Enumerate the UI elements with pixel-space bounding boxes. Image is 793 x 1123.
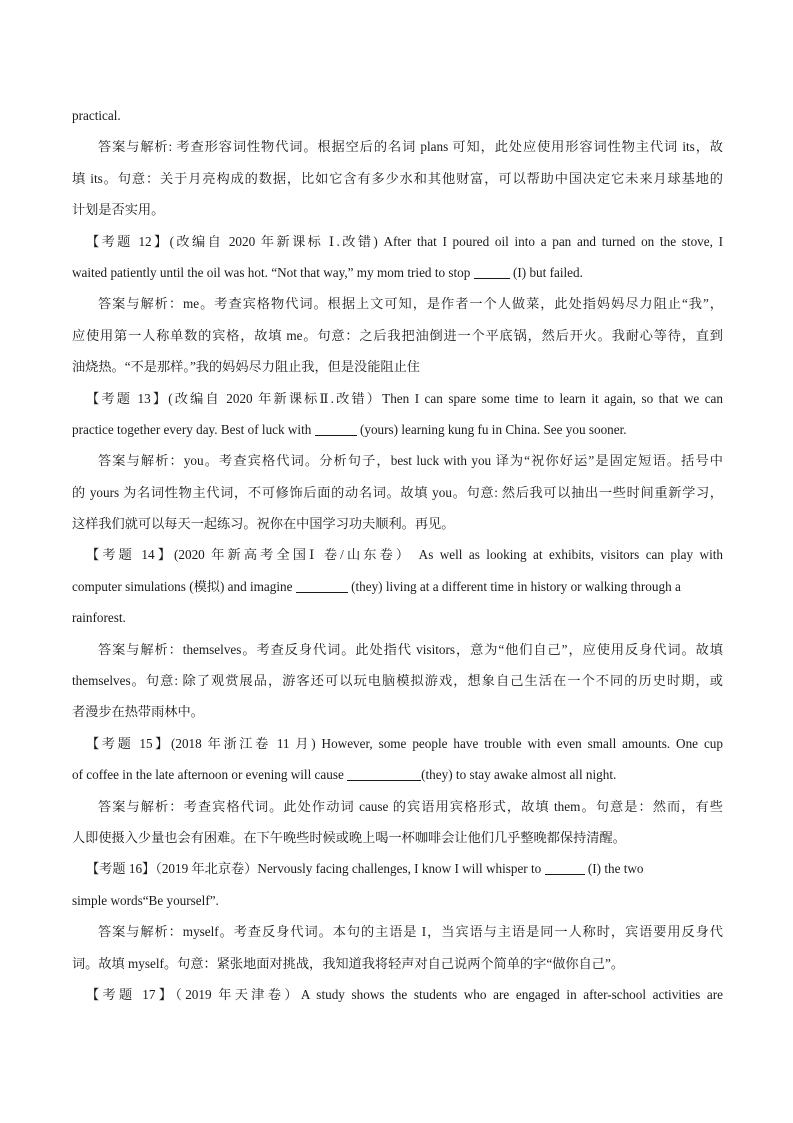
answer-line: 答案与解析：me。考查宾格物代词。根据上文可知，是作者一个人做菜，此处指妈妈尽力阻止“我”， — [98, 296, 723, 312]
answer-line: 词。故填 myself。句意：紧张地面对挑战，我知道我将轻声对自己说两个简单的字“做你自己”。 — [72, 955, 625, 971]
answer-line: 填 its。句意：关于月亮构成的数据，比如它含有多少水和其他财富，可以帮助中国决定它未来月球基地的 — [72, 170, 723, 186]
answer-blank — [296, 578, 348, 593]
answer-line: 答案与解析：you。考查宾格代词。分析句子，best luck with you 译为“祝你好运”是固定短语。括号中 — [98, 453, 723, 469]
answer-line: 答案与解析: 考查形容词性物代词。根据空后的名词 plans 可知，此处应使用形容词性物主代词 its，故 — [98, 139, 723, 155]
answer-line: 油烧热。“不是那样。”我的妈妈尽力阻止我，但是没能阻止住 — [72, 359, 420, 375]
answer-line: 人即使摄入少量也会有困难。在下午晚些时候或晚上喝一杯咖啡会让他们几乎整晚都保持清醒。 — [72, 829, 626, 845]
answer-line: 答案与解析：myself。考查反身代词。本句的主语是 I，当宾语与主语是同一人称时，宾语要用反身代 — [98, 924, 723, 940]
text-line: practical. — [72, 108, 121, 123]
answer-blank — [474, 264, 510, 279]
question-line: rainforest. — [72, 610, 126, 626]
question-line: simple words“Be yourself”. — [72, 892, 219, 908]
answer-line: 这样我们就可以每天一起练习。祝你在中国学习功夫顺利。再见。 — [72, 516, 455, 532]
question-line: computer simulations (模拟) and imagine (they) living at a different time in history or walking through a — [72, 578, 681, 594]
answer-line: 答案与解析：themselves。考查反身代词。此处指代 visitors，意为“他们自己”，应使用反身代词。故填 — [98, 641, 723, 657]
question-line: 【考题 16】（2019 年北京卷）Nervously facing challenges, I know I will whisper to (I) the two — [86, 861, 644, 877]
question-line: waited patiently until the oil was hot. “Not that way,” my mom tried to stop (I) but failed. — [72, 264, 583, 280]
answer-blank — [347, 766, 421, 781]
answer-line: 的 yours 为名词性物主代词，不可修饰后面的动名词。故填 you。句意: 然后我可以抽出一些时间重新学习， — [72, 484, 723, 500]
answer-line: themselves。句意: 除了观赏展品，游客还可以玩电脑模拟游戏，想象自己生活在一个不同的历史时期，或 — [72, 673, 723, 689]
question-line: 【考题 15】(2018 年浙江卷 11 月) However, some people have trouble with even small amounts. One cup — [86, 735, 723, 751]
question-line: 【考题 17】（2019 年天津卷）A study shows the students who are engaged in after-school activities are — [86, 986, 723, 1002]
question-line: practice together every day. Best of luck with (yours) learning kung fu in China. See you sooner. — [72, 421, 627, 437]
question-line: 【考题 14】(2020 年新高考全国Ⅰ 卷/山东卷） As well as looking at exhibits, visitors can play with — [86, 547, 723, 563]
answer-line: 者漫步在热带雨林中。 — [72, 704, 204, 720]
answer-line: 应使用第一人称单数的宾格，故填 me。句意：之后我把油倒进一个平底锅，然后开火。我耐心等待，直到 — [72, 327, 723, 343]
question-line: of coffee in the late afternoon or evening will cause (they) to stay awake almost all night. — [72, 767, 617, 783]
question-line: 【考题 13】(改编自 2020 年新课标Ⅱ.改错）Then I can spare some time to learn it again, so that we can — [86, 390, 723, 406]
answer-line: 答案与解析：考查宾格代词。此处作动词 cause 的宾语用宾格形式，故填 them。句意是：然而，有些 — [98, 798, 723, 814]
answer-blank — [315, 421, 357, 436]
answer-line: 计划是否实用。 — [72, 202, 165, 218]
answer-blank — [545, 860, 585, 875]
question-line: 【考题 12】(改编自 2020 年新课标 Ⅰ.改错) After that I poured oil into a pan and turned on the stove, I — [86, 233, 723, 249]
